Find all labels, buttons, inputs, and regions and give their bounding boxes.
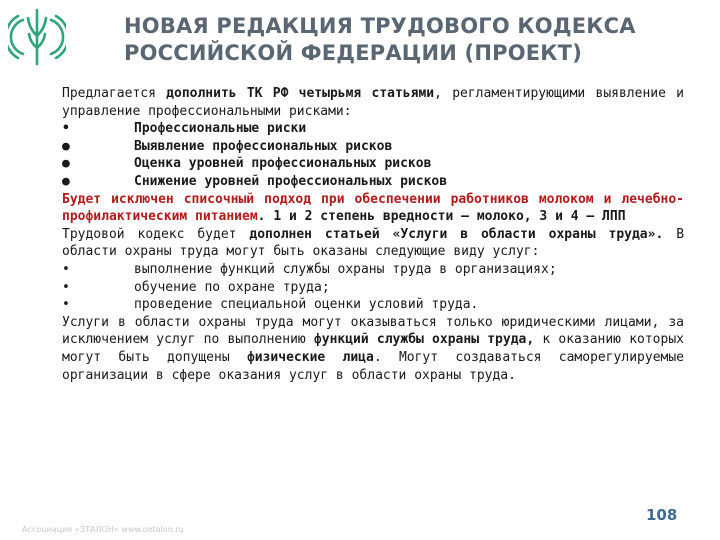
page-number: 108 xyxy=(646,506,678,524)
service-list-item xyxy=(62,261,684,279)
wheat-sprout-emblem-icon xyxy=(8,6,66,68)
bullet-icon: • xyxy=(62,261,70,277)
services-intro-a: Трудовой кодекс будет xyxy=(62,226,250,242)
risk-list-item xyxy=(62,138,684,156)
bullet-icon: • xyxy=(62,297,70,313)
risk-list-item xyxy=(62,173,684,191)
service-item-text: проведение специальной оценки условий труда. xyxy=(134,297,479,313)
slide-title-line-2: РОССИЙСКОЙ ФЕДЕРАЦИИ (ПРОЕКТ) xyxy=(124,41,582,65)
closing-c: к оказанию которых могут быть допущены xyxy=(62,332,684,365)
risk-item-text: Оценка уровней профессиональных рисков xyxy=(134,156,432,172)
closing-e: . Могут создаваться саморегулируемые организации в сфере оказания услуг в области охраны труда. xyxy=(62,349,684,383)
risk-item-text: Снижение уровней профессиональных рисков xyxy=(134,173,448,189)
service-item-text: обучение по охране труда; xyxy=(134,279,330,295)
intro-text-a: Предлагается xyxy=(62,86,167,101)
bullet-icon: ● xyxy=(62,138,70,154)
milk-text-emphasis: Будет исключен списочный подход при обеспечении работников молоком и лечебно-профилактическим питанием xyxy=(62,191,684,225)
bullet-icon: ● xyxy=(62,173,70,189)
services-intro-c: В области охраны труда могут быть оказаны следующие виду услуг: xyxy=(62,226,685,260)
risk-item-text: Выявление профессиональных рисков xyxy=(134,138,393,154)
milk-text-b: . 1 и 2 степень вредности – молоко, 3 и 4 – ЛПП xyxy=(257,209,626,225)
closing-bold-1: функций службы охраны труда, xyxy=(313,332,535,348)
services-intro-paragraph xyxy=(62,226,684,261)
risk-list-item xyxy=(62,155,684,173)
services-intro-bold: дополнен статьей «Услуги в области охраны труда». xyxy=(249,226,664,242)
bullet-icon: • xyxy=(62,121,70,137)
bullet-icon: • xyxy=(62,279,70,295)
closing-bold-2: физические лица xyxy=(246,349,374,365)
intro-text-bold: дополнить ТК РФ четырьмя статьями xyxy=(166,86,435,101)
intro-paragraph xyxy=(62,85,684,120)
milk-paragraph xyxy=(62,191,684,226)
risk-item-text: Профессиональные риски xyxy=(134,121,307,137)
footer-text: Ассоциация «ЭТАЛОН» www.oetalon.ru xyxy=(22,525,184,534)
risk-list-item xyxy=(62,120,684,138)
closing-paragraph xyxy=(62,314,684,384)
service-list-item xyxy=(62,279,684,297)
bullet-icon: ● xyxy=(62,156,70,172)
service-list-item xyxy=(62,296,684,314)
slide-body xyxy=(62,85,684,384)
slide-title-line-1: НОВАЯ РЕДАКЦИЯ ТРУДОВОГО КОДЕКСА xyxy=(124,14,636,38)
slide-title xyxy=(124,13,694,67)
closing-a: Услуги в области охраны труда могут оказываться только юридическими лицами, за исключением услуг по выполнению xyxy=(62,314,684,348)
intro-text-c: , регламентирующими выявление и управление профессиональными рисками: xyxy=(62,86,684,119)
service-item-text: выполнение функций службы охраны труда в организациях; xyxy=(134,261,557,277)
